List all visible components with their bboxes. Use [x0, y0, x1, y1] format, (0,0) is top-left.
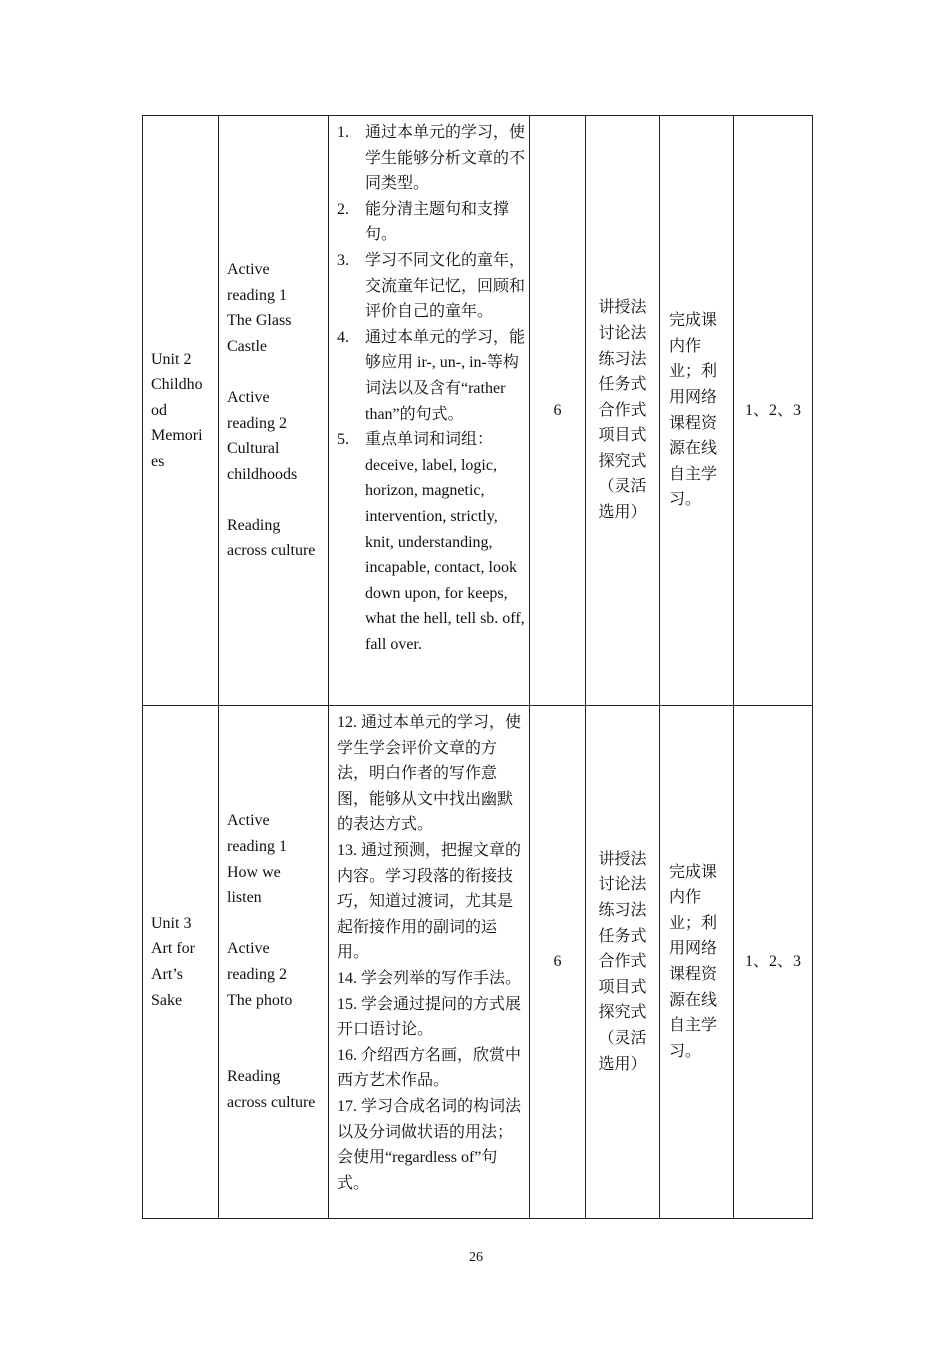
goal-text: 学习不同文化的童年，交流童年记忆，回顾和评价自己的童年。 — [365, 251, 526, 321]
goal-text: 13. 通过预测，把握文章的内容。学习段落的衔接技巧，知道过渡词，尤其是起衔接作用的副词的运用。 — [337, 841, 522, 962]
goal-number: 5. — [337, 431, 349, 449]
material-line: Cultural — [227, 440, 280, 458]
method-line: 选用） — [598, 1055, 647, 1073]
assignment-line: 课程资 — [669, 966, 718, 983]
hours-cell: 6 — [530, 116, 586, 706]
material-line: How we — [227, 863, 281, 881]
assignment-line: 完成课 — [669, 312, 718, 330]
material-line: Active — [227, 812, 270, 830]
unit-line: od — [151, 401, 167, 419]
materials-cell — [219, 116, 329, 706]
material-line: Reading — [227, 516, 281, 534]
page-number: 26 — [469, 1250, 483, 1265]
goal-text: 15. 学会通过提问的方式展开口语讨论。 — [337, 995, 522, 1039]
material-line: Active — [227, 940, 270, 958]
method-line: 任务式 — [598, 927, 647, 945]
assignment-line: 课程资 — [669, 414, 718, 432]
unit-line: Art for — [151, 940, 195, 958]
objectives-cell: 1、2、3 — [734, 116, 813, 706]
material-line: across culture — [227, 542, 316, 560]
assignment-line: 用网络 — [669, 388, 718, 406]
method-line: 探究式 — [598, 1004, 647, 1022]
unit-cell — [143, 706, 219, 1219]
assignment-line: 习。 — [669, 1042, 702, 1060]
assignment-line: 业；利 — [669, 363, 718, 381]
method-line: 探究式 — [598, 452, 647, 470]
goal-text: 14. 学会列举的写作手法。 — [337, 969, 522, 987]
goals-cell — [329, 116, 530, 706]
material-line: reading 2 — [227, 414, 287, 432]
spacer — [227, 1039, 328, 1065]
unit-line: Memori — [151, 427, 203, 445]
material-line: Active — [227, 388, 270, 406]
material-line: childhoods — [227, 465, 298, 483]
material-line: Castle — [227, 337, 267, 355]
syllabus-table — [142, 115, 813, 1219]
objectives-cell: 1、2、3 — [734, 706, 813, 1219]
table-row — [143, 706, 813, 1219]
unit-line: Childho — [151, 376, 203, 394]
material-line: across culture — [227, 1093, 316, 1111]
goal-number: 2. — [337, 200, 349, 218]
material-line: listen — [227, 889, 262, 907]
method-line: 讲授法 — [598, 299, 647, 317]
goal-text: 17. 学习合成名词的构词法以及分词做状语的用法；会使用“regardless of”句式。 — [337, 1097, 522, 1192]
goal-item — [337, 120, 525, 197]
methods-cell — [586, 116, 660, 706]
assignment-line: 用网络 — [669, 940, 718, 958]
method-line: 练习法 — [598, 350, 647, 368]
goal-item — [337, 248, 525, 325]
goal-number: 4. — [337, 328, 349, 346]
materials-cell — [219, 706, 329, 1219]
goals-cell — [329, 706, 530, 1219]
unit-line: Sake — [151, 991, 183, 1009]
method-line: （灵活 — [598, 1029, 647, 1047]
goal-number: 1. — [337, 124, 349, 141]
assignment-line: 自主学 — [669, 465, 718, 483]
unit-line: es — [151, 452, 165, 470]
material-line: Active — [227, 260, 270, 278]
method-line: 项目式 — [598, 978, 647, 996]
goal-text: 通过本单元的学习，使学生能够分析文章的不同类型。 — [365, 124, 526, 193]
material-line: The Glass — [227, 312, 292, 330]
assignment-line: 内作 — [669, 889, 702, 907]
goal-item — [337, 197, 525, 248]
goal-text: 16. 介绍西方名画，欣赏中西方艺术作品。 — [337, 1046, 522, 1090]
goal-text: 通过本单元的学习，能够应用 ir-, un-, in-等构词法以及含有“rather than”的句式。 — [365, 328, 526, 423]
assignment-line: 源在线 — [669, 440, 718, 458]
assignment-line: 自主学 — [669, 1017, 718, 1035]
method-line: （灵活 — [598, 478, 647, 496]
unit-line: Unit 2 — [151, 350, 192, 368]
method-line: 讨论法 — [598, 876, 647, 894]
method-line: 选用） — [598, 504, 647, 522]
spacer — [227, 911, 328, 937]
material-line: Reading — [227, 1068, 281, 1086]
assignment-line: 完成课 — [669, 863, 718, 881]
material-line: reading 1 — [227, 838, 287, 856]
spacer — [227, 1013, 328, 1039]
method-line: 合作式 — [598, 953, 647, 971]
method-line: 讲授法 — [598, 850, 647, 868]
spacer — [227, 359, 328, 385]
goal-number: 3. — [337, 251, 349, 269]
goal-item — [337, 325, 525, 427]
unit-line: Unit 3 — [151, 914, 192, 932]
hours-cell: 6 — [530, 706, 586, 1219]
unit-line: Art’s — [151, 966, 183, 983]
goal-item — [337, 427, 525, 657]
assignment-line: 源在线 — [669, 991, 718, 1009]
goal-text: 能分清主题句和支撑句。 — [365, 200, 510, 244]
unit-cell — [143, 116, 219, 706]
method-line: 练习法 — [598, 902, 647, 920]
material-line: reading 1 — [227, 286, 287, 304]
spacer — [227, 487, 328, 513]
method-line: 合作式 — [598, 401, 647, 419]
material-line: reading 2 — [227, 966, 287, 983]
material-line: The photo — [227, 991, 293, 1009]
method-line: 项目式 — [598, 427, 647, 445]
method-line: 任务式 — [598, 376, 647, 394]
assignment-line: 内作 — [669, 337, 702, 355]
table-row — [143, 116, 813, 706]
assignment-line: 业；利 — [669, 914, 718, 932]
assignment-cell — [660, 706, 734, 1219]
goal-text: 重点单词和词组：deceive, label, logic, horizon, magnetic, intervention, strictly, knit, understanding, incapable, contact, look down upon, for keeps, what the hell, tell sb. off, fall over. — [365, 431, 525, 653]
method-line: 讨论法 — [598, 324, 647, 342]
goal-text: 12. 通过本单元的学习，使学生学会评价文章的方法，明白作者的写作意图，能够从文中找出幽默的表达方式。 — [337, 714, 522, 834]
methods-cell — [586, 706, 660, 1219]
assignment-cell — [660, 116, 734, 706]
assignment-line: 习。 — [669, 491, 702, 509]
